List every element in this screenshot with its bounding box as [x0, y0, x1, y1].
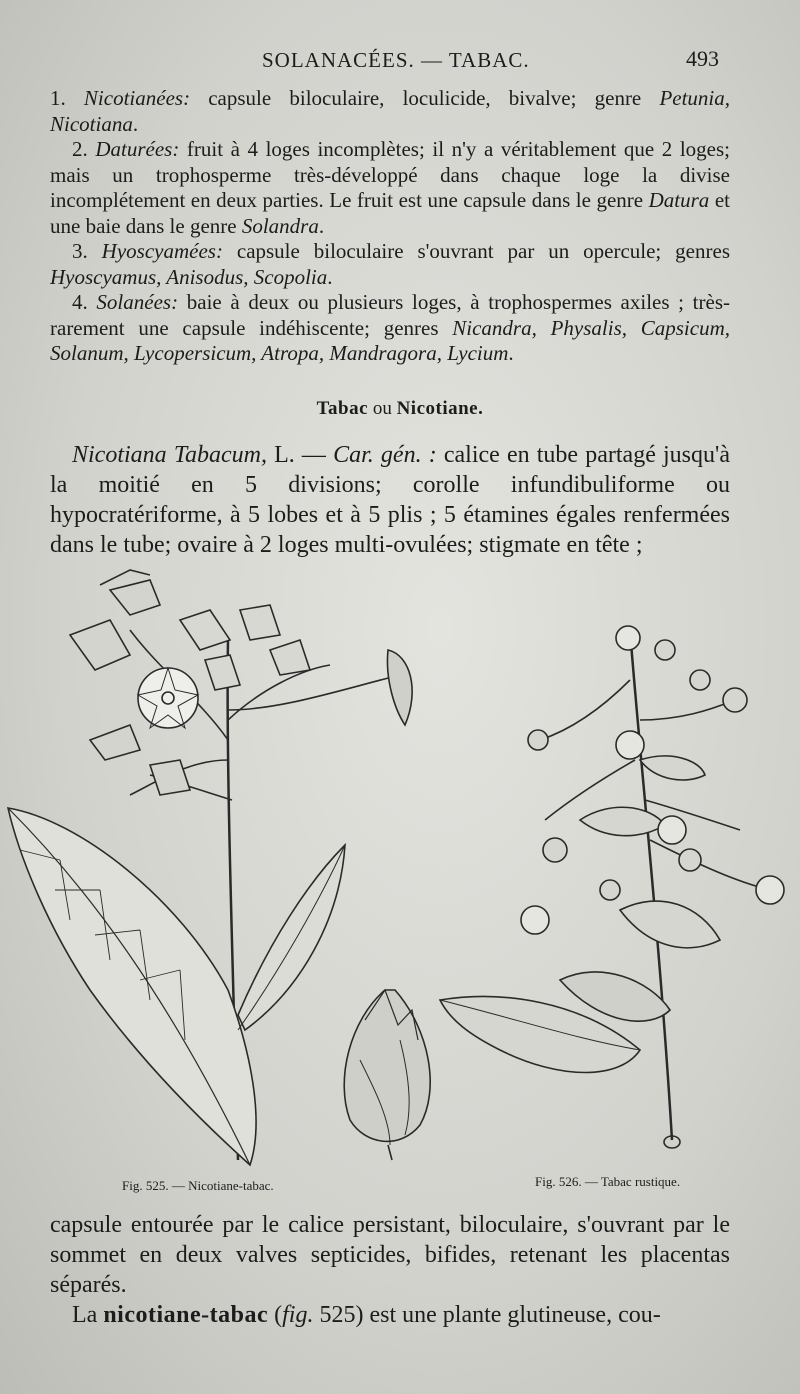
tribe-item: 2. Daturées: fruit à 4 loges incomplètes; il n'y a véritablement que 2 loges; mais un trophosperme très-développé dans chaque loge la divise incomplétement en deux parties. Le fruit est une capsule dans le genre Datura et une baie dans le genre Solandra.: [50, 137, 730, 238]
next-paragraph: La nicotiane-tabac (fig. 525) est une plante glutineuse, cou-: [72, 1302, 661, 1328]
tribe-item: 3. Hyoscyamées: capsule biloculaire s'ouvrant par un opercule; genres Hyoscyamus, Anisodus, Scopolia.: [50, 239, 730, 289]
rustic-tobacco-illustration: [440, 626, 784, 1148]
section-heading: Tabac ou Nicotiane.: [316, 398, 484, 419]
genus-description: Nicotiana Tabacum, L. — Car. gén. : calice en tube partagé jusqu'à la moitié en 5 divisions; corolle infundibuliforme ou hypocratériforme, à 5 lobes et à 5 plis ; 5 étamines égales renfermées dans le tube; ovaire à 2 loges multi-ovulées; stigmate en tête ;: [50, 442, 730, 558]
car-gen: Car. gén. :: [333, 442, 437, 468]
running-title: SOLANACÉES. — TABAC.: [262, 48, 530, 72]
figure-525-caption: Fig. 525. — Nicotiane-tabac.: [122, 1178, 274, 1193]
capsule-illustration: [344, 990, 430, 1160]
continuation-text: capsule entourée par le calice persistant, biloculaire, s'ouvrant par le sommet en deux valves septicides, bifides, retenant les placentas séparés. La nicotiane-tabac (fig. 525) est une plante glutineuse, cou-: [50, 1212, 730, 1328]
plant-illustrations: [0, 560, 800, 1200]
running-head: [0, 44, 800, 74]
tribe-item: 1. Nicotianées: capsule biloculaire, loculicide, bivalve; genre Petunia, Nicotiana.: [50, 86, 731, 136]
figures-area: [0, 560, 800, 1200]
figure-526-caption: Fig. 526. — Tabac rustique.: [535, 1174, 681, 1189]
page-number: 493: [686, 46, 719, 71]
tribe-list: [50, 86, 730, 367]
tribe-item: 4. Solanées: baie à deux ou plusieurs loges, à trophospermes axiles ; très-rarement une capsule indéhiscente; genres Nicandra, Physalis, Capsicum, Solanum, Lycopersicum, Atropa, Mandragora, Lycium.: [50, 290, 730, 365]
species-name: Nicotiana Tabacum,: [72, 442, 267, 468]
